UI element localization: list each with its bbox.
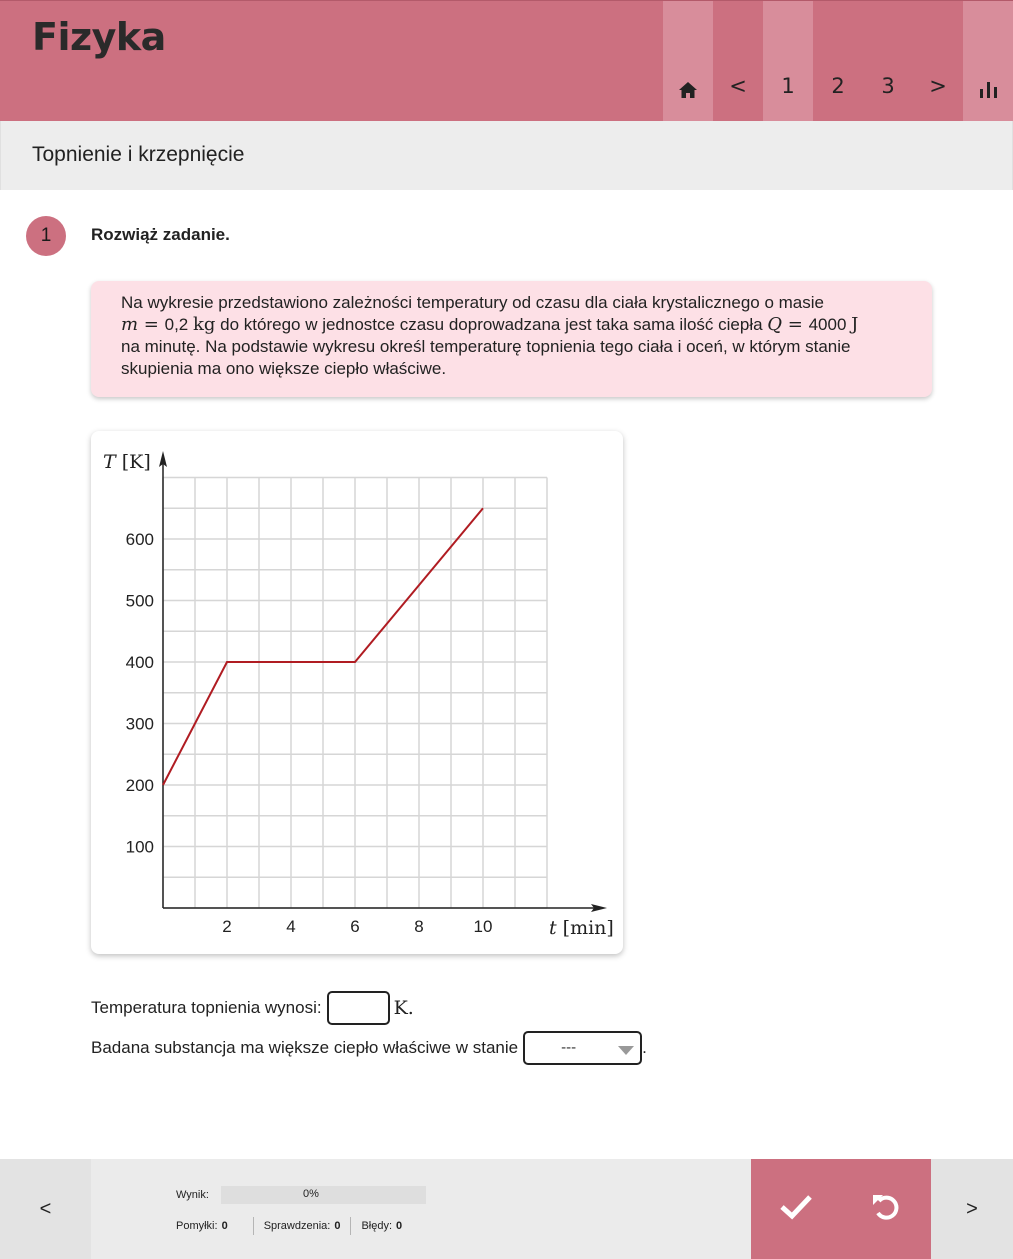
check-button[interactable] [751, 1159, 841, 1259]
y-tick-label: 200 [125, 776, 154, 795]
footer-bar [0, 1159, 1013, 1259]
errors-value: 0 [396, 1220, 403, 1232]
top-nav [663, 1, 1013, 122]
x-tick-label: 10 [473, 917, 493, 936]
heat-end: . [642, 1038, 647, 1057]
heat-eq: = [782, 314, 809, 335]
heat-value: 4000 [808, 315, 847, 334]
task-description [91, 281, 932, 397]
mistakes-stat [176, 1217, 253, 1235]
mistakes-label: Pomyłki: [176, 1220, 218, 1232]
y-tick-label: 300 [125, 714, 154, 734]
task-number-badge: 1 [26, 216, 66, 256]
task-text-part1: Na wykresie przedstawiono zależności temperatury od czasu dla ciała krystalicznego o masie [121, 293, 824, 312]
heat-var: Q [767, 314, 783, 335]
heat-formula [767, 314, 808, 335]
mistakes-value: 0 [221, 1220, 228, 1232]
home-button[interactable] [663, 1, 713, 122]
temperature-time-chart [91, 431, 623, 954]
heat-answer-row [91, 1031, 647, 1065]
nav-page-2[interactable]: 2 [813, 1, 863, 122]
check-icon [780, 1194, 812, 1225]
x-tick-label: 2 [222, 917, 232, 936]
app-title: Fizyka [32, 15, 166, 59]
mass-value: 0,2 [164, 315, 189, 334]
checks-value: 0 [334, 1220, 341, 1232]
x-tick-label: 6 [350, 917, 360, 936]
task-text-part2: do którego w jednostce czasu doprowadzana jest taka sama ilość ciepła [215, 315, 768, 334]
chevron-down-icon [618, 1046, 634, 1055]
reset-button[interactable] [841, 1159, 931, 1259]
reset-icon [870, 1191, 902, 1228]
melting-unit: K. [393, 997, 414, 1019]
heat-unit: J [851, 314, 859, 335]
y-tick-label: 600 [125, 530, 154, 549]
bar-chart-icon [980, 82, 997, 98]
task-instruction: Rozwiąż zadanie. [91, 225, 230, 244]
lesson-title: Topnienie i krzepnięcie [32, 143, 245, 166]
x-tick-label: 8 [414, 917, 424, 936]
errors-label: Błędy: [361, 1220, 393, 1232]
chart-card [91, 431, 623, 954]
mass-formula [121, 314, 165, 335]
x-tick-label: 4 [286, 917, 296, 936]
checks-stat [253, 1217, 351, 1235]
score-progress-bar [221, 1186, 426, 1204]
y-tick-label: 100 [125, 837, 154, 857]
melting-temperature-input[interactable] [327, 991, 390, 1025]
nav-prev-button[interactable]: < [713, 1, 763, 122]
mass-eq: = [138, 314, 165, 335]
lesson-bar [0, 121, 1013, 190]
footer-next-button[interactable]: > [931, 1159, 1013, 1259]
state-select-value: --- [561, 1039, 577, 1056]
nav-page-1[interactable]: 1 [763, 1, 813, 122]
nav-next-button[interactable]: > [913, 1, 963, 122]
home-icon [679, 82, 697, 98]
mass-unit: kg [192, 314, 216, 335]
nav-page-3[interactable]: 3 [863, 1, 913, 122]
heat-label: Badana substancja ma większe ciepło właściwe w stanie [91, 1038, 519, 1057]
x-axis-label: t [min] [549, 917, 614, 939]
checks-label: Sprawdzenia: [263, 1220, 331, 1232]
errors-stat [350, 1217, 412, 1235]
melting-answer-row [91, 991, 414, 1025]
footer-prev-button[interactable]: < [0, 1159, 91, 1259]
y-tick-label: 400 [125, 653, 154, 672]
app-header [0, 0, 1013, 121]
y-tick-label: 500 [125, 591, 154, 611]
score-label: Wynik: [176, 1189, 209, 1201]
stats-row [176, 1217, 412, 1235]
score-value: 0% [303, 1188, 319, 1200]
state-select[interactable] [523, 1031, 642, 1065]
mass-var: m [121, 314, 139, 335]
task-text-part3: na minutę. Na podstawie wykresu określ temperaturę topnienia tego ciała i oceń, w którym stanie skupienia ma ono większe ciepło właściwe. [121, 337, 851, 378]
y-axis-label: T [K] [103, 451, 151, 473]
stats-button[interactable] [963, 1, 1013, 122]
melting-label: Temperatura topnienia wynosi: [91, 998, 322, 1017]
